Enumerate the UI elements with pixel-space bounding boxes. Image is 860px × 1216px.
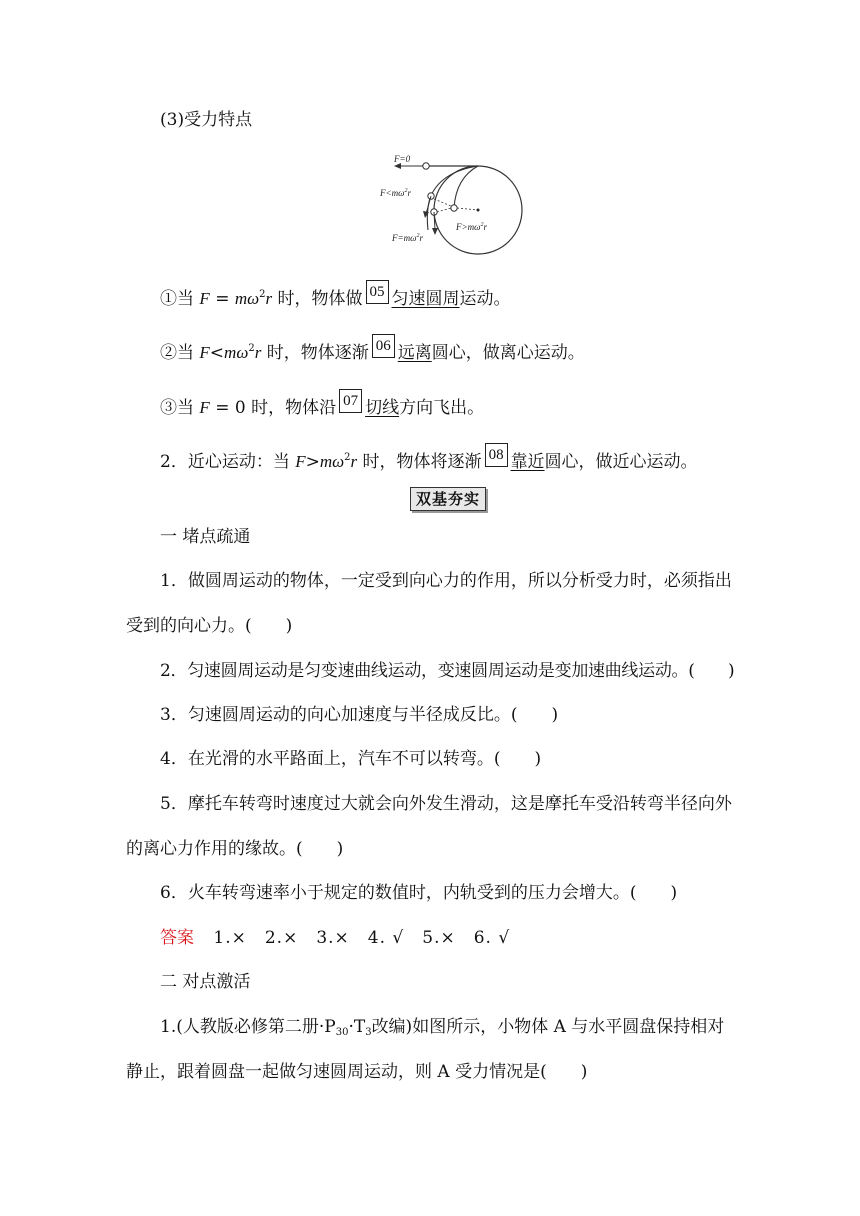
problem-1-line1 — [160, 1015, 724, 1039]
question-1-line1: 1．做圆周运动的物体，一定受到向心力的作用，所以分析受力时，必须指出 — [160, 571, 732, 591]
var-m-omega: mω — [319, 452, 345, 471]
question-1-line2: 受到的向心力。( ) — [126, 616, 293, 636]
radius-dotted-2 — [437, 208, 451, 212]
label-f-greater: $F>m\omega^2r$ — [456, 222, 487, 232]
item-text: 2．近心运动：当 — [160, 452, 296, 472]
particle-f-zero — [423, 163, 429, 169]
section-badge: 双基夯实 — [410, 487, 486, 511]
var-f: F — [295, 452, 306, 471]
problem-text: ·T — [348, 1017, 366, 1037]
var-f: F — [199, 289, 210, 308]
item-centripetal — [160, 447, 698, 475]
var-f: F — [199, 343, 210, 362]
item-text: 时，物体做 — [272, 289, 363, 309]
item-text: 方向飞出。 — [399, 398, 485, 418]
var-r: r — [265, 289, 273, 308]
arrow-f-less-head — [423, 211, 429, 218]
superscript: 2 — [248, 343, 255, 354]
item-text: ②当 — [160, 343, 200, 363]
blank-number-box: 06 — [372, 334, 395, 358]
spiral-inner — [454, 166, 478, 208]
item-text: 圆心，做离心运动。 — [431, 343, 585, 363]
item-text: ③当 — [160, 398, 200, 418]
item-text: 圆心，做近心运动。 — [544, 452, 698, 472]
item-text: < — [209, 343, 225, 363]
radius-dotted-1 — [457, 208, 478, 210]
answer-values: 1.× 2.× 3.× 4. √ 5.× 6. √ — [213, 928, 511, 948]
superscript: 2 — [344, 452, 351, 463]
part1-heading: 一 堵点疏通 — [160, 527, 251, 547]
answer-underline: 远离 — [397, 343, 432, 363]
item-centrifugal — [160, 338, 585, 366]
var-f: F — [199, 398, 210, 417]
item-uniform-circular — [160, 284, 511, 312]
question-5-line2: 的离心力作用的缘故。( ) — [126, 839, 344, 859]
item-text: 时，物体将逐渐 — [357, 452, 482, 472]
problem-text: 1.(人教版必修第二册·P — [160, 1017, 336, 1037]
var-r: r — [254, 343, 262, 362]
problem-text: 改编)如图所示，小物体 A 与水平圆盘保持相对 — [371, 1017, 725, 1037]
question-2: 2．匀速圆周运动是匀变速曲线运动，变速圆周运动是变加速曲线运动。( ) — [160, 661, 735, 681]
item-text: = — [209, 289, 235, 309]
item-text: ①当 — [160, 289, 200, 309]
radius-dotted-3 — [434, 199, 451, 206]
item-text: > — [305, 452, 320, 472]
item-text: 运动。 — [459, 289, 511, 309]
arrow-f-equal-head — [432, 228, 438, 235]
var-r: r — [350, 452, 358, 471]
var-m-omega: mω — [234, 289, 260, 308]
blank-number-box: 05 — [366, 280, 389, 304]
problem-1-line2: 静止，跟着圆盘一起做匀速圆周运动，则 A 受力情况是( ) — [126, 1062, 588, 1082]
question-4: 4．在光滑的水平路面上，汽车不可以转弯。( ) — [160, 749, 542, 769]
superscript: 2 — [259, 289, 266, 300]
question-3: 3．匀速圆周运动的向心加速度与半径成反比。( ) — [160, 705, 559, 725]
item-text: = 0 时，物体沿 — [209, 398, 337, 418]
answer-underline: 靠近 — [510, 452, 545, 472]
answer-underline: 匀速圆周 — [391, 289, 460, 309]
question-5-line1: 5．摩托车转弯时速度过大就会向外发生滑动，这是摩托车受沿转弯半径向外 — [160, 794, 732, 814]
subscript: 30 — [335, 1027, 349, 1038]
question-6: 6．火车转弯速率小于规定的数值时，内轨受到的压力会增大。( ) — [160, 883, 678, 903]
blank-number-box: 08 — [485, 443, 508, 467]
label-f-zero: F=0 — [394, 154, 411, 164]
blank-number-box: 07 — [339, 389, 362, 413]
answer-label: 答案 — [160, 928, 194, 948]
part2-heading: 二 对点激活 — [160, 972, 251, 992]
answer-line — [160, 926, 510, 950]
label-f-less: $F<m\omega^2r$ — [380, 188, 411, 198]
subscript: 3 — [365, 1027, 372, 1038]
particle-f-greater — [451, 205, 457, 211]
centrifugal-force-diagram — [378, 150, 528, 260]
label-f-equal: $F=m\omega^2r$ — [392, 233, 423, 243]
item-tangent — [160, 393, 485, 421]
item-text: 时，物体逐渐 — [261, 343, 369, 363]
section-heading: (3)受力特点 — [160, 110, 253, 130]
answer-underline: 切线 — [365, 398, 400, 418]
var-m-omega: mω — [224, 343, 249, 362]
